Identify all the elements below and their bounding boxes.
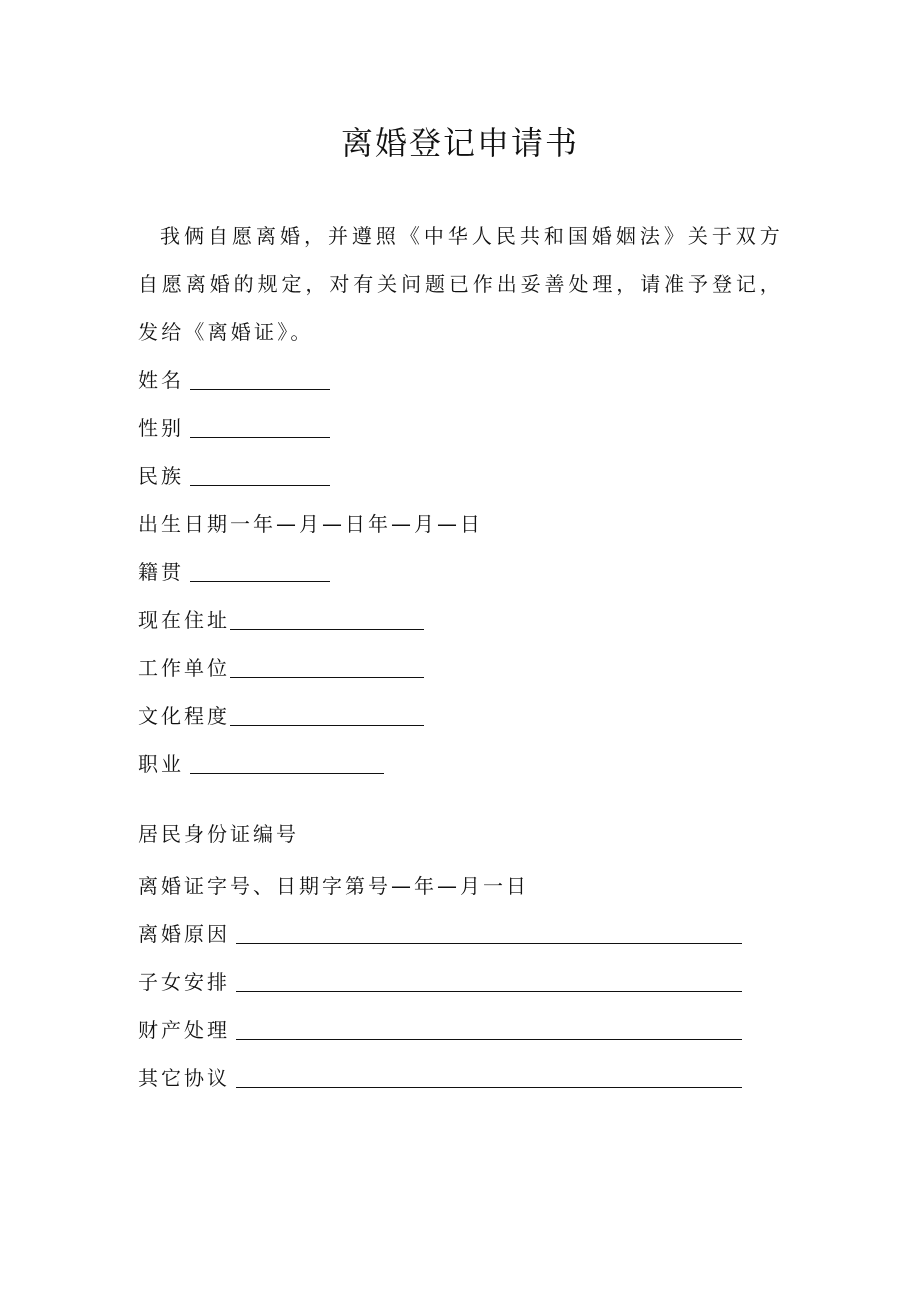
field-education-blank[interactable] <box>230 705 424 726</box>
field-gender-blank[interactable] <box>190 417 330 438</box>
field-education <box>138 700 424 729</box>
field-birthdate <box>138 508 483 537</box>
field-gender <box>138 412 330 441</box>
field-ethnicity <box>138 460 330 489</box>
field-name <box>138 364 330 393</box>
field-certificate-number-label: 离婚证字号、日期字第号—年—月一日 <box>138 874 529 898</box>
field-occupation-label: 职业 <box>138 752 184 776</box>
field-other-agreement <box>138 1062 742 1091</box>
field-occupation <box>138 748 384 777</box>
field-property-handling-blank[interactable] <box>236 1019 742 1040</box>
field-workplace <box>138 652 424 681</box>
field-certificate-number <box>138 870 529 899</box>
field-education-label: 文化程度 <box>138 704 230 728</box>
field-ethnicity-label: 民族 <box>138 464 184 488</box>
intro-paragraph: 我俩自愿离婚，并遵照《中华人民共和国婚姻法》关于双方自愿离婚的规定，对有关问题已作出妥善处理，请准予登记，发给《离婚证》。 <box>138 224 783 344</box>
field-name-label: 姓名 <box>138 368 184 392</box>
field-native-place-label: 籍贯 <box>138 560 184 584</box>
field-current-address-label: 现在住址 <box>138 608 230 632</box>
field-child-arrangement-label: 子女安排 <box>138 970 230 994</box>
field-child-arrangement <box>138 966 742 995</box>
field-divorce-reason-label: 离婚原因 <box>138 922 230 946</box>
field-workplace-blank[interactable] <box>230 657 424 678</box>
field-native-place <box>138 556 330 585</box>
field-current-address <box>138 604 424 633</box>
field-ethnicity-blank[interactable] <box>190 465 330 486</box>
field-id-number <box>138 818 299 847</box>
field-gender-label: 性别 <box>138 416 184 440</box>
field-id-number-label: 居民身份证编号 <box>138 822 299 846</box>
field-birthdate-label: 出生日期一年—月—日年—月—日 <box>138 512 483 536</box>
field-current-address-blank[interactable] <box>230 609 424 630</box>
field-native-place-blank[interactable] <box>190 561 330 582</box>
document-title: 离婚登记申请书 <box>340 124 579 162</box>
field-name-blank[interactable] <box>190 369 330 390</box>
field-other-agreement-label: 其它协议 <box>138 1066 230 1090</box>
field-divorce-reason-blank[interactable] <box>236 923 742 944</box>
field-other-agreement-blank[interactable] <box>236 1067 742 1088</box>
field-occupation-blank[interactable] <box>190 753 384 774</box>
field-property-handling-label: 财产处理 <box>138 1018 230 1042</box>
field-property-handling <box>138 1014 742 1043</box>
field-divorce-reason <box>138 918 742 947</box>
field-workplace-label: 工作单位 <box>138 656 230 680</box>
field-child-arrangement-blank[interactable] <box>236 971 742 992</box>
